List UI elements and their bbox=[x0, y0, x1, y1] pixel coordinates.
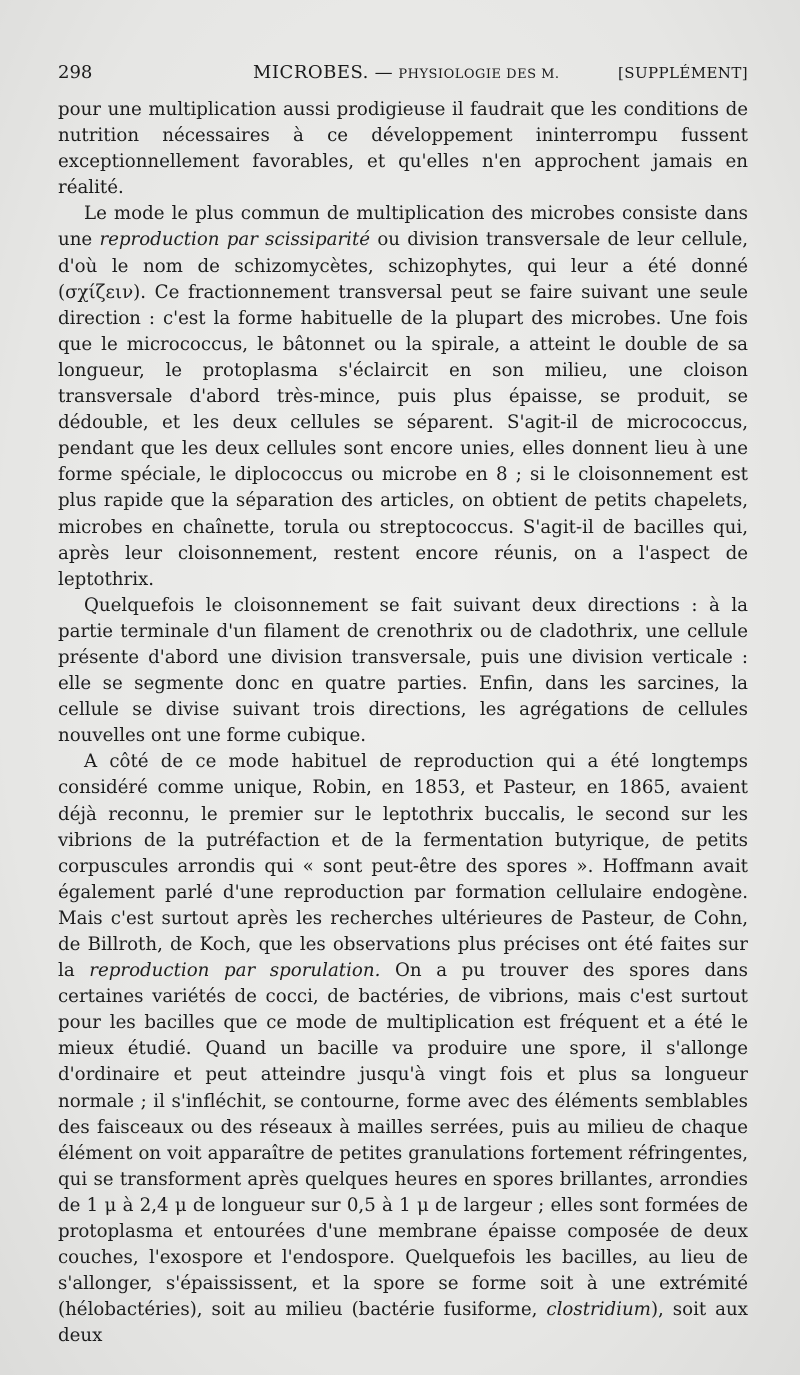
text-segment: pour une multiplication aussi prodigieuse il faudrait que les conditions de nutrition nécessaires à ce développement ininterrompu fussent exceptionnellement favorables, et qu'elles n'en approchent jamais en réalité. bbox=[58, 99, 748, 199]
text-segment: Quelquefois le cloisonnement se fait suivant deux directions : à la partie terminale d'un filament de crenothrix ou de cladothrix, une cellule présente d'abord une division transversale, puis une division verticale : elle se segmente donc en quatre parties. Enfin, dans les sarcines, la cellule se divise suivant trois directions, les agrégations de cellules nouvelles ont une forme cubique. bbox=[58, 594, 748, 747]
text-segment: ou division transversale de leur cellule, d'où le nom de schizomycètes, schizophytes, qui leur a été donné (σχίζειν). Ce fractionnement transversal peut se faire suivant une seule direction : c'est la forme habituelle de la plupart des microbes. Une fois que le micrococcus, le bâtonnet ou la spirale, a atteint le double de sa longueur, le protoplasma s'éclaircit en son milieu, une cloison transversale d'abord très-mince, puis plus épaisse, se produit, se dédouble, et les deux cellules se séparent. S'agit-il de micrococcus, pendant que les deux cellules sont encore unies, elles donnent lieu à une forme spéciale, le diplococcus ou microbe en 8 ; si le cloisonnement est plus rapide que la séparation des articles, on obtient de petits chapelets, microbes en chaînette, torula ou streptococcus. S'agit-il de bacilles qui, après leur cloisonnement, restent encore réunis, on a l'aspect de leptothrix. bbox=[58, 229, 748, 590]
text-segment: Le mode le plus commun de multiplication des microbes consiste dans une bbox=[58, 203, 748, 251]
running-header bbox=[58, 60, 748, 86]
italic-text: clostridium bbox=[546, 1299, 651, 1321]
paragraph bbox=[58, 201, 748, 592]
running-title-separator: — bbox=[368, 62, 399, 83]
paragraph bbox=[58, 97, 748, 201]
text-segment: On a pu trouver des spores dans certaines variétés de cocci, de bactéries, de vibrions, mais c'est surtout pour les bacilles que ce mode de multiplication est fréquent et a été le mieux étudié. Quand un bacille va produire une spore, il s'allonge d'ordinaire et peut atteindre jusqu'à vingt fois et plus sa longueur normale ; il s'infléchit, se contourne, forme avec des éléments semblables des faisceaux ou des réseaux à mailles serrées, puis au milieu de chaque élément on voit apparaître de petites granulations fortement réfringentes, qui se transforment après quelques heures en spores brillantes, arrondies de 1 μ à 2,4 μ de longueur sur 0,5 à 1 μ de largeur ; elles sont formées de protoplasma et entourées d'une membrane épaisse composée de deux couches, l'exospore et l'endospore. Quelquefois les bacilles, au lieu de s'allonger, s'épaississent, et la spore se forme soit à une extrémité (hélobactéries), soit au milieu (bactérie fusiforme, bbox=[58, 960, 748, 1321]
text-segment: ), soit aux deux bbox=[58, 1299, 748, 1347]
running-title bbox=[253, 60, 560, 88]
section-tag: [SUPPLÉMENT] bbox=[618, 64, 748, 82]
paragraph bbox=[58, 749, 748, 1349]
italic-text: reproduction par scissiparité bbox=[99, 229, 371, 251]
running-title-main: MICROBES. bbox=[253, 62, 369, 83]
running-title-sub: PHYSIOLOGIE DES M. bbox=[398, 67, 560, 82]
italic-text: reproduction par sporulation. bbox=[89, 960, 381, 982]
body-text bbox=[58, 97, 748, 1350]
page-number: 298 bbox=[58, 62, 93, 83]
paragraph bbox=[58, 593, 748, 750]
text-segment: A côté de ce mode habituel de reproduction qui a été longtemps considéré comme unique, Robin, en 1853, et Pasteur, en 1865, avaient déjà reconnu, le premier sur le leptothrix buccalis, le second sur les vibrions de la putréfaction et de la fermentation butyrique, de petits corpuscules arrondis qui « sont peut-être des spores ». Hoffmann avait également parlé d'une reproduction par formation cellulaire endogène. Mais c'est surtout après les recherches ultérieures de Pasteur, de Cohn, de Billroth, de Koch, que les observations plus précises ont été faites sur la bbox=[58, 751, 748, 982]
